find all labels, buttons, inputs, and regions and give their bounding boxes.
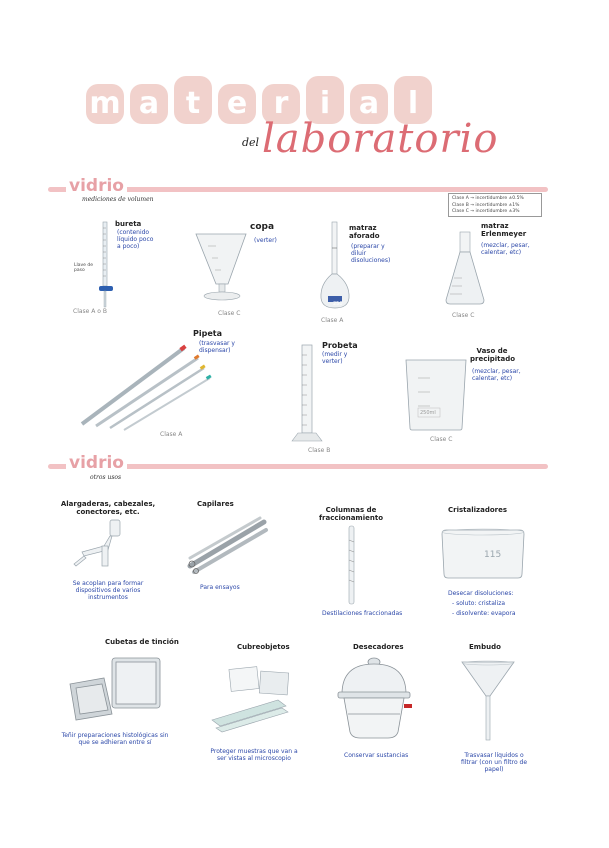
title-letter: m	[86, 84, 124, 124]
cubetas-label: Cubetas de tinción	[105, 638, 179, 646]
cristalizadores-label: Cristalizadores	[448, 506, 508, 514]
cubetas-note: Teñir preparaciones histológicas sin que se adhieran entre sí	[61, 732, 169, 746]
copa-note: (verter)	[254, 237, 277, 244]
capilares-label: Capilares	[197, 500, 234, 508]
section1-subtitle: mediciones de volumen	[82, 196, 154, 203]
alargaderas-label: Alargaderas, cabezales, conectores, etc.	[60, 500, 156, 516]
probeta-label: Probeta	[322, 341, 358, 350]
section2-bar	[58, 464, 548, 469]
capilares-image	[186, 514, 270, 576]
legend-line: Clase C → incertidumbre ±3%	[452, 209, 520, 214]
title-letter: e	[218, 84, 256, 124]
probeta-clase: Clase B	[308, 447, 331, 454]
vaso-precipitado-image	[404, 358, 468, 432]
section2-subtitle: otros usos	[90, 474, 122, 481]
bureta-note: (contenido líquido poco a poco)	[117, 229, 154, 250]
embudo-note: Trasvasar líquidos o filtrar (con un filtro de papel)	[460, 752, 528, 773]
vaso-label: Vaso de precipitado	[470, 347, 516, 363]
title-letter: i	[306, 76, 344, 124]
desecadores-label: Desecadores	[353, 643, 404, 651]
legend-line: Clase A → incertidumbre ±0.5%	[452, 196, 524, 201]
pipeta-label: Pipeta	[193, 329, 222, 338]
llave-label: Llave de paso	[74, 263, 94, 273]
cubetas-image	[66, 654, 172, 724]
cristalizadores-note3: - disolvente: evapora	[452, 610, 516, 617]
cristalizadores-note2: - soluto: cristaliza	[452, 600, 506, 607]
bureta-label: bureta	[115, 220, 142, 228]
columnas-label: Columnas de fraccionamiento	[318, 506, 383, 522]
erlenmeyer-clase: Clase C	[452, 312, 475, 319]
title-letter: a	[130, 84, 168, 124]
matraz-aforado-image	[318, 222, 352, 312]
pipeta-note: (trasvasar y dispensar)	[199, 340, 235, 354]
section1-bar-left	[48, 187, 62, 192]
capilares-note: Para ensayos	[200, 584, 240, 591]
aforado-label: matraz aforado	[349, 224, 380, 240]
columnas-note: Destilaciones fraccionadas	[322, 610, 403, 617]
title-laboratorio: laboratorio	[262, 116, 499, 162]
vaso-clase: Clase C	[430, 436, 453, 443]
erlenmeyer-label: matraz Erlenmeyer	[481, 222, 527, 238]
title-letter: l	[394, 76, 432, 124]
section2-bar-left	[48, 464, 62, 469]
vaso-mark: 250ml	[420, 410, 436, 416]
cristalizador-image	[440, 528, 526, 580]
legend-line: Clase B → incertidumbre ±1%	[452, 202, 520, 208]
title-letter: r	[262, 84, 300, 124]
embudo-image	[460, 660, 516, 742]
title-letter: a	[350, 84, 388, 124]
probeta-image	[290, 345, 324, 443]
section1-title: vidrio	[66, 176, 127, 196]
section2-title: vidrio	[66, 453, 127, 473]
aforado-note: (preparar y diluir disoluciones)	[351, 243, 391, 264]
vaso-note: (mezclar, pesar, calentar, etc)	[472, 368, 521, 382]
probeta-note: (medir y verter)	[322, 351, 348, 365]
aforado-mark: 250	[333, 301, 343, 307]
cristalizadores-note1: Desecar disoluciones:	[448, 590, 514, 597]
title-letter: t	[174, 76, 212, 124]
copa-clase: Clase C	[218, 310, 241, 317]
cubreobjetos-note: Proteger muestras que van a ser vistas al microscopio	[210, 748, 298, 762]
cristalizador-mark: 115	[484, 550, 502, 560]
pipetas-image	[80, 342, 220, 432]
desecador-image	[334, 656, 414, 742]
clase-legend	[448, 193, 542, 217]
erlenmeyer-image	[444, 232, 486, 306]
cubreobjetos-image	[208, 660, 298, 732]
title-del: del	[242, 136, 260, 149]
bureta-clase: Clase A o B	[73, 308, 107, 315]
aforado-clase: Clase A	[321, 317, 344, 324]
cubreobjetos-label: Cubreobjetos	[237, 643, 290, 651]
alargaderas-note: Se acoplan para formar dispositivos de varios instrumentos	[72, 580, 144, 601]
pipeta-clase: Clase A	[160, 431, 183, 438]
embudo-label: Embudo	[469, 643, 501, 651]
alargaderas-image	[72, 520, 132, 570]
copa-label: copa	[250, 222, 275, 232]
desecadores-note: Conservar sustancias	[344, 752, 409, 759]
section1-bar	[58, 187, 548, 192]
columna-image	[345, 526, 359, 606]
erlenmeyer-note: (mezclar, pesar, calentar, etc)	[481, 242, 530, 256]
copa-image	[194, 232, 250, 304]
